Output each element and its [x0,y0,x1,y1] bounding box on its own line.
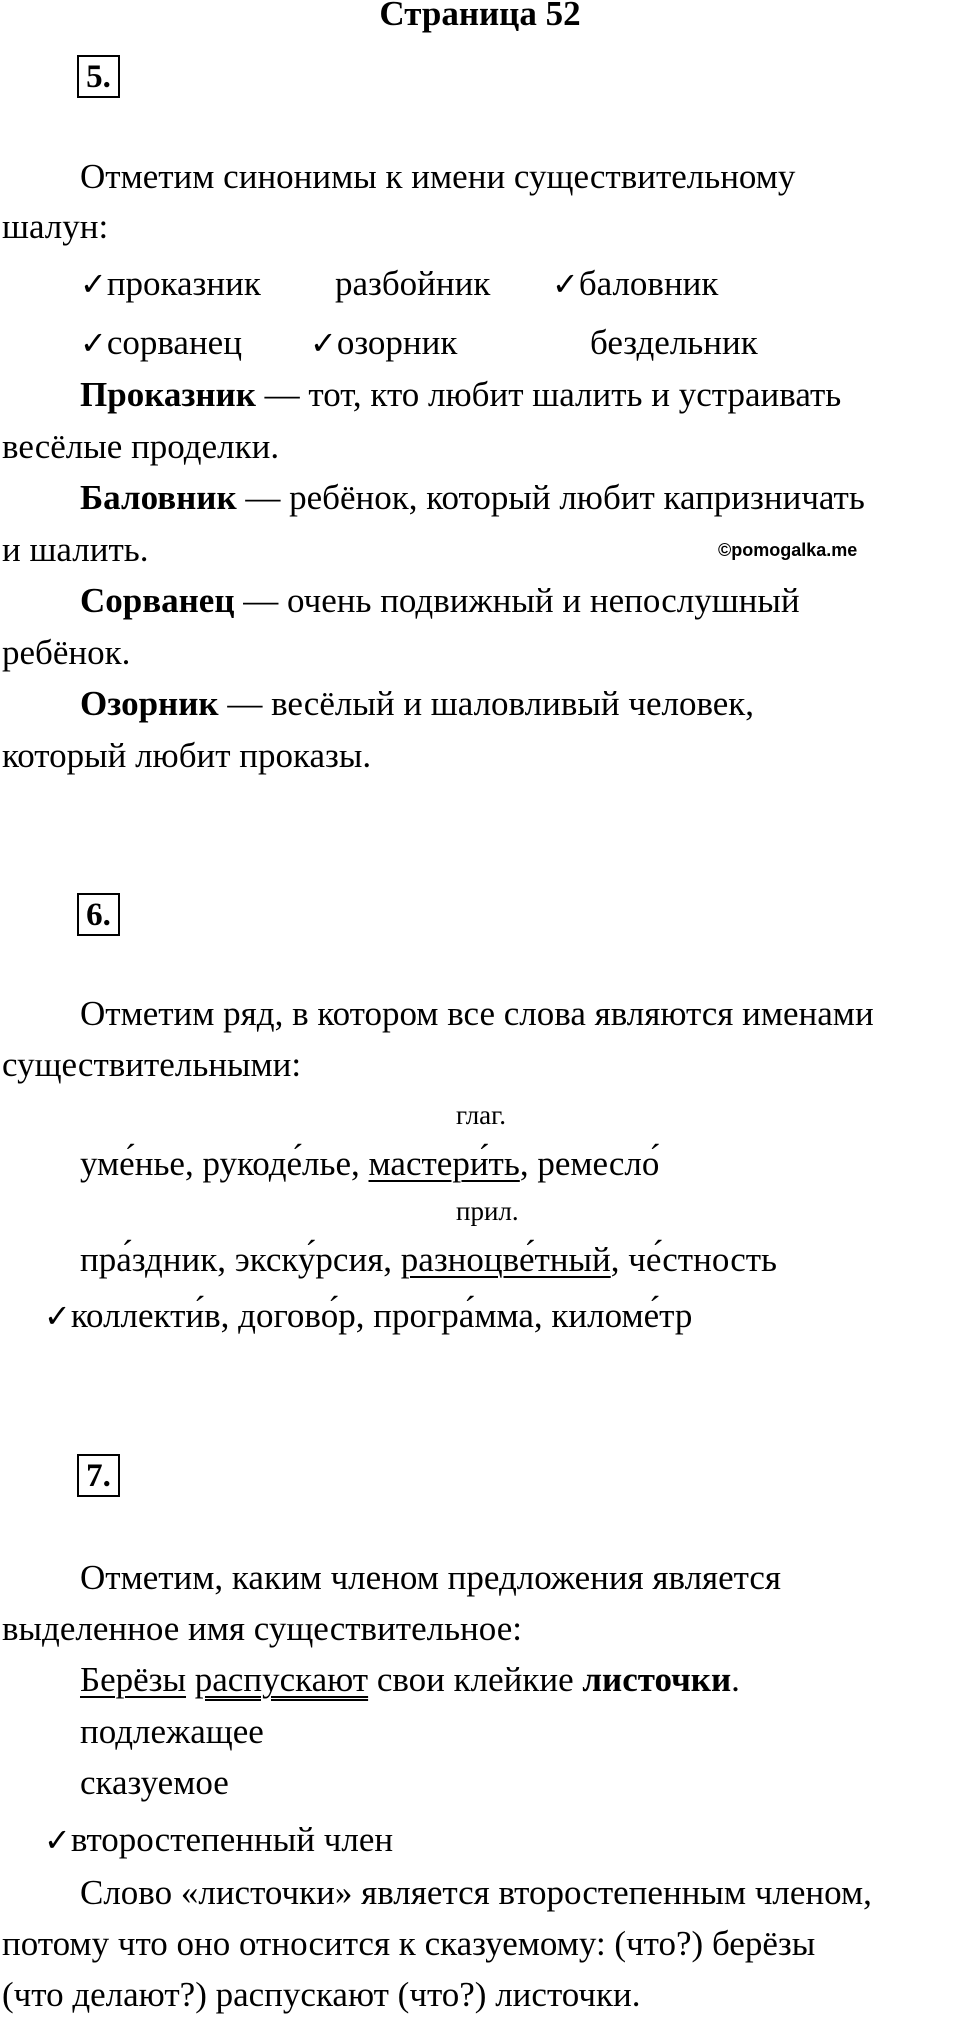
task-5-intro-line1: Отметим синонимы к имени существительному [80,157,796,196]
option-prokaznik[interactable]: ✓проказник [80,264,261,303]
task-7-intro-line2: выделенное имя существительное: [2,1609,522,1648]
task-6-intro-line1: Отметим ряд, в котором все слова являются именами [80,994,874,1033]
definition-2-cont: и шалить. [2,530,149,569]
option-predicate[interactable]: сказуемое [80,1763,229,1802]
definition-1-cont: весёлые проделки. [2,427,280,466]
check-icon: ✓ [80,265,107,303]
task-7-number: 7. [77,1454,120,1497]
explanation-line2: потому что оно относится к сказуемому: (что?) берёзы [2,1924,816,1963]
highlighted-word: листочки [582,1660,732,1699]
task-5-number: 5. [77,55,120,98]
row-option-1[interactable]: уме́нье, рукоде́лье, мастери́ть, ремесло́ [80,1144,660,1183]
definition-2: Баловник — ребёнок, который любит капризничать [80,478,865,517]
marked-word: мастери́ть [368,1144,520,1183]
option-balovnik[interactable]: ✓баловник [552,264,719,303]
definition-3: Сорванец — очень подвижный и непослушный [80,581,800,620]
task-7-intro-line1: Отметим, каким членом предложения является [80,1558,782,1597]
option-bezdelnik[interactable]: бездельник [590,323,758,362]
option-razboynik[interactable]: разбойник [335,264,491,303]
marked-word: разноцве́тный [400,1240,611,1279]
check-icon: ✓ [44,1821,71,1859]
annotation-verb: глаг. [456,1100,506,1130]
task-6-number: 6. [77,893,120,936]
check-icon: ✓ [310,324,337,362]
check-icon: ✓ [552,265,579,303]
page-title: Страница 52 [379,0,581,33]
definition-4: Озорник — весёлый и шаловливый человек, [80,684,755,723]
row-option-2[interactable]: пра́здник, экску́рсия, разноцве́тный, че́стность [80,1240,777,1279]
annotation-adjective: прил. [456,1196,519,1226]
predicate-word: распускают [194,1660,369,1699]
watermark: ©pomogalka.me [718,540,858,560]
option-secondary-member[interactable]: ✓второстепенный член [44,1820,394,1859]
explanation-line3: (что делают?) распускают (что?) листочки. [2,1975,641,2014]
definition-4-cont: который любит проказы. [2,736,372,775]
task-5-intro-line2: шалун: [2,207,109,246]
option-sorvanets[interactable]: ✓сорванец [80,323,242,362]
option-subject[interactable]: подлежащее [80,1712,264,1751]
check-icon: ✓ [44,1297,71,1335]
row-option-3[interactable]: ✓коллекти́в, догово́р, програ́мма, киломе́тр [44,1296,693,1335]
definition-3-cont: ребёнок. [2,633,131,672]
option-ozornik[interactable]: ✓озорник [310,323,458,362]
check-icon: ✓ [80,324,107,362]
subject-word: Берёзы [80,1660,187,1699]
explanation-line1: Слово «листочки» является второстепенным членом, [80,1873,872,1912]
definition-1: Проказник — тот, кто любит шалить и устраивать [80,375,842,414]
example-sentence: Берёзы распускают свои клейкие листочки. [80,1660,740,1699]
task-6-intro-line2: существительными: [2,1045,302,1084]
